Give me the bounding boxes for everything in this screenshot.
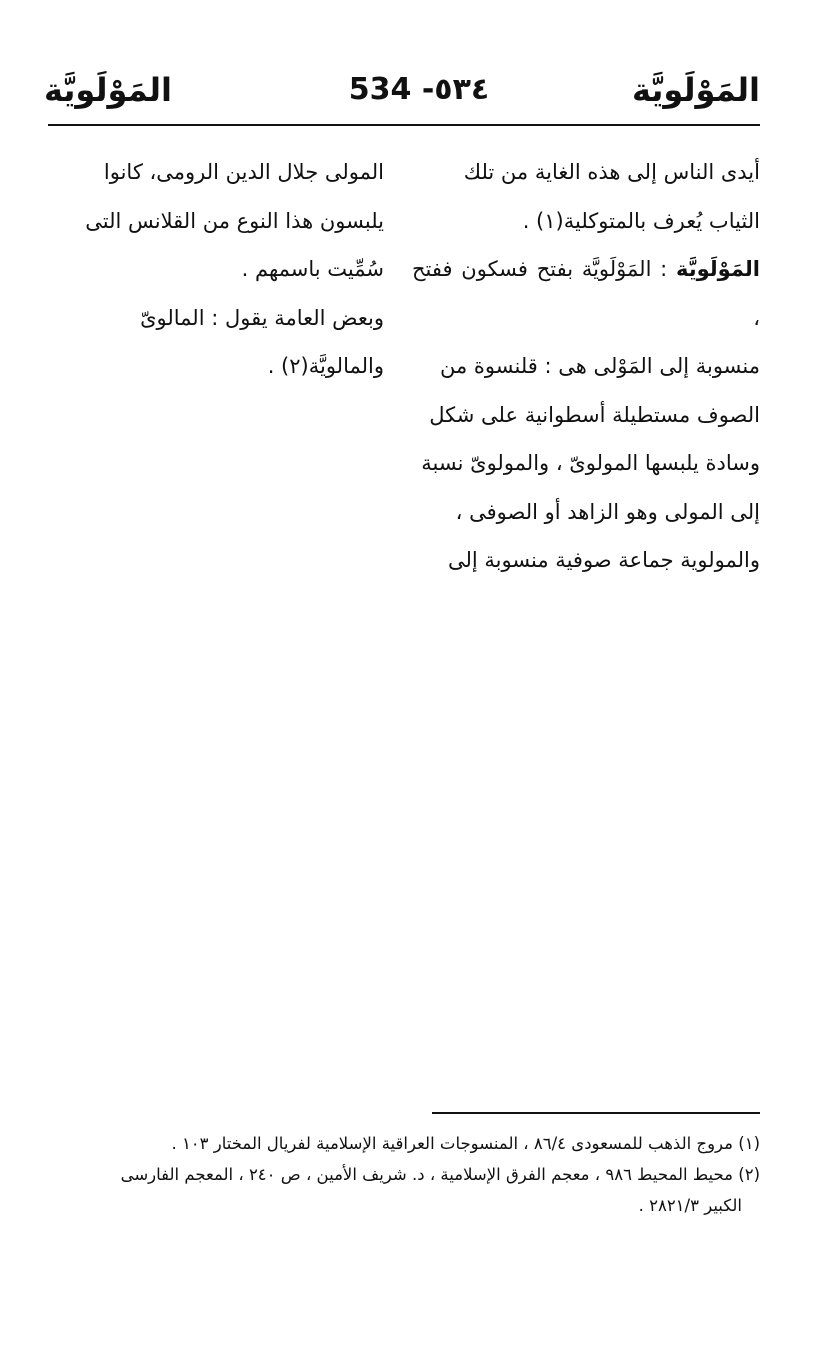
right-column-line: منسوبة إلى المَوْلى هى : قلنسوة من [440, 354, 760, 378]
running-header-right: المَوْلَويَّة [632, 71, 760, 109]
footnotes [44, 1128, 760, 1221]
left-column-line: والمالويَّة(٢) . [267, 354, 384, 378]
footnote-2-continuation: الكبير ٢٨٢١/٣ . [638, 1196, 742, 1215]
left-column-line: يلبسون هذا النوع من القلانس التى [85, 208, 384, 233]
right-column-line: إلى المولى وهو الزاهد أو الصوفى ، [455, 499, 760, 524]
page-number: 534 -٥٣٤ [348, 72, 490, 107]
left-column-line: المولى جلال الدين الرومى، كانوا [103, 160, 384, 184]
running-header-left: المَوْلَويَّة [44, 71, 172, 109]
entry-definition-start: : المَوْلَويَّة بفتح فسكون ففتح ، [412, 257, 760, 330]
left-column-line: وبعض العامة يقول : المالوىّ [140, 305, 384, 330]
right-column-line: والمولوية جماعة صوفية منسوبة إلى [447, 548, 760, 572]
header-divider [48, 124, 760, 126]
right-column-line: الصوف مستطيلة أسطوانية على شكل [429, 402, 760, 427]
left-column-line: سُمِّيت باسمهم . [241, 257, 384, 281]
footnote-1: (١) مروج الذهب للمسعودى ٨٦/٤ ، المنسوجات العراقية الإسلامية لفريال المختار ١٠٣ . [171, 1134, 760, 1153]
right-column-line: أيدى الناس إلى هذه الغاية من تلك [463, 160, 760, 184]
footnote-2: (٢) محيط المحيط ٩٨٦ ، معجم الفرق الإسلامية ، د. شريف الأمين ، ص ٢٤٠ ، المعجم الفارسى [120, 1165, 760, 1184]
entry-headword: المَوْلَويَّة [676, 257, 760, 281]
entry-line [412, 245, 760, 342]
right-column-line: الثياب يُعرف بالمتوكلية(١) . [522, 208, 760, 233]
left-column [48, 148, 384, 391]
right-column [412, 148, 760, 585]
footnote-divider [432, 1112, 760, 1114]
right-column-line: وسادة يلبسها المولوىّ ، والمولوىّ نسبة [421, 451, 760, 475]
